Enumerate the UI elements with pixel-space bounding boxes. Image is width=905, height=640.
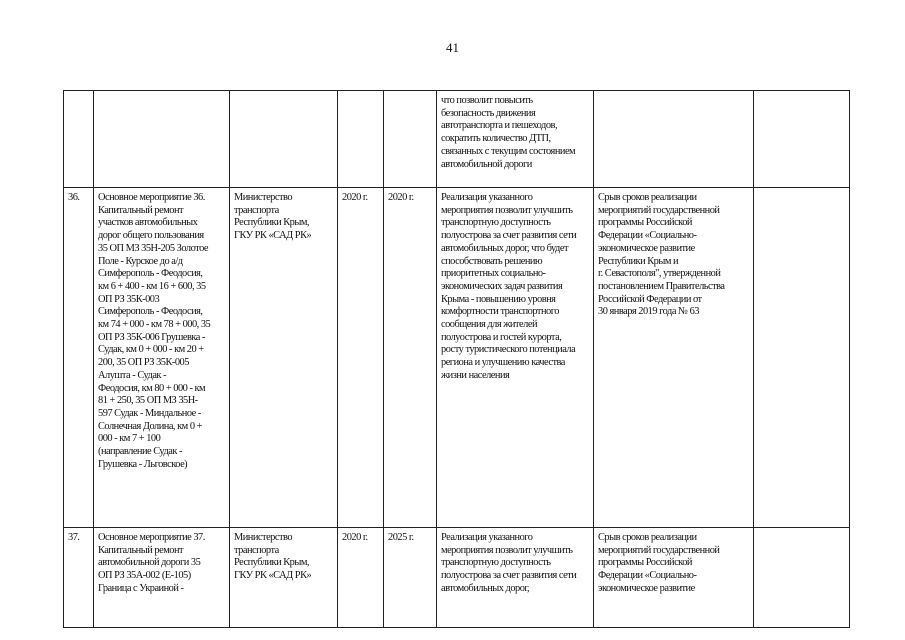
cell-start: [338, 91, 384, 188]
cell-number: [64, 91, 94, 188]
cell-executor: [230, 528, 338, 628]
consequences-text: Срыв сроков реализации мероприятий государственной программы Российской Федерации «Социально- экономическое развитие Республики Крым и г. Севастополя", утвержденной постановлением Правительства Российской Федерации от 30 января 2019 года № 63: [598, 192, 725, 318]
event-text: Основное мероприятие 36. Капитальный ремонт участков автомобильных дорог общего пользования 35 ОП МЗ 35Н-205 Золотое Поле - Курское до а/д Симферополь - Феодосия, км 6 + 400 - км 16 + 600, 35 ОП РЗ 35К-003 Симферополь - Феодосия, км 74 + 000 - км 78 + 000, 35 ОП РЗ 35К-006 Грушевка - Судак, км 0 + 000 - км 20 + 200, 35 ОП РЗ 35К-005 Алушта - Судак - Феодосия, км 80 + 000 - км 81 + 250, 35 ОП МЗ 35Н- 597 Судак - Миндальное - Солнечная Долина, км 0 + 000 - км 7 + 100 (направление Судак - Грушевка - Льговское): [98, 192, 211, 470]
cell-number: [64, 188, 94, 528]
cell-result: [437, 91, 594, 188]
cell-start: [338, 188, 384, 528]
end-year: 2025 г.: [388, 532, 414, 543]
cell-event: [94, 528, 230, 628]
event-text: Основное мероприятие 37. Капитальный ремонт автомобильной дороги 35 ОП РЗ 35А-002 (Е-105) Граница с Украиной -: [98, 532, 205, 594]
cell-consequences: [594, 188, 754, 528]
row-number: 36.: [68, 192, 80, 203]
cell-result: [437, 528, 594, 628]
cell-event: [94, 188, 230, 528]
cell-end: [384, 188, 437, 528]
cell-links: [754, 91, 850, 188]
cell-links: [754, 188, 850, 528]
cell-end: [384, 528, 437, 628]
table-row-37: [64, 528, 850, 628]
cell-result: [437, 188, 594, 528]
end-year: 2020 г.: [388, 192, 414, 203]
cell-number: [64, 528, 94, 628]
table-row-36: [64, 188, 850, 528]
result-text: Реализация указанного мероприятия позволит улучшить транспортную доступность полуострова за счет развития сети автомобильных дорог,: [441, 532, 577, 594]
start-year: 2020 г.: [342, 532, 368, 543]
executor-text: Министерство транспорта Республики Крым, ГКУ РК «САД РК»: [234, 532, 312, 582]
consequences-text: Срыв сроков реализации мероприятий государственной программы Российской Федерации «Социально- экономическое развитие: [598, 532, 720, 594]
cell-executor: [230, 188, 338, 528]
measures-table: [63, 90, 850, 628]
cell-start: [338, 528, 384, 628]
cell-links: [754, 528, 850, 628]
cell-consequences: [594, 528, 754, 628]
start-year: 2020 г.: [342, 192, 368, 203]
row-number: 37.: [68, 532, 80, 543]
executor-text: Министерство транспорта Республики Крым, ГКУ РК «САД РК»: [234, 192, 312, 242]
cell-executor: [230, 91, 338, 188]
result-text: что позволит повысить безопасность движения автотранспорта и пешеходов, сократить количество ДТП, связанных с текущим состоянием автомобильной дороги: [441, 95, 576, 170]
cell-end: [384, 91, 437, 188]
cell-event: [94, 91, 230, 188]
table-row-continued: [64, 91, 850, 188]
page-number: 41: [446, 40, 459, 55]
result-text: Реализация указанного мероприятия позволит улучшить транспортную доступность полуострова за счет развития сети автомобильных дорог, что будет способствовать решению приоритетных социально- экономических задач развития Крыма - повышению уровня комфортности транспортного сообщения для жителей полуострова и гостей курорта, росту туристического потенциала региона и улучшению качества жизни населения: [441, 192, 577, 381]
cell-consequences: [594, 91, 754, 188]
